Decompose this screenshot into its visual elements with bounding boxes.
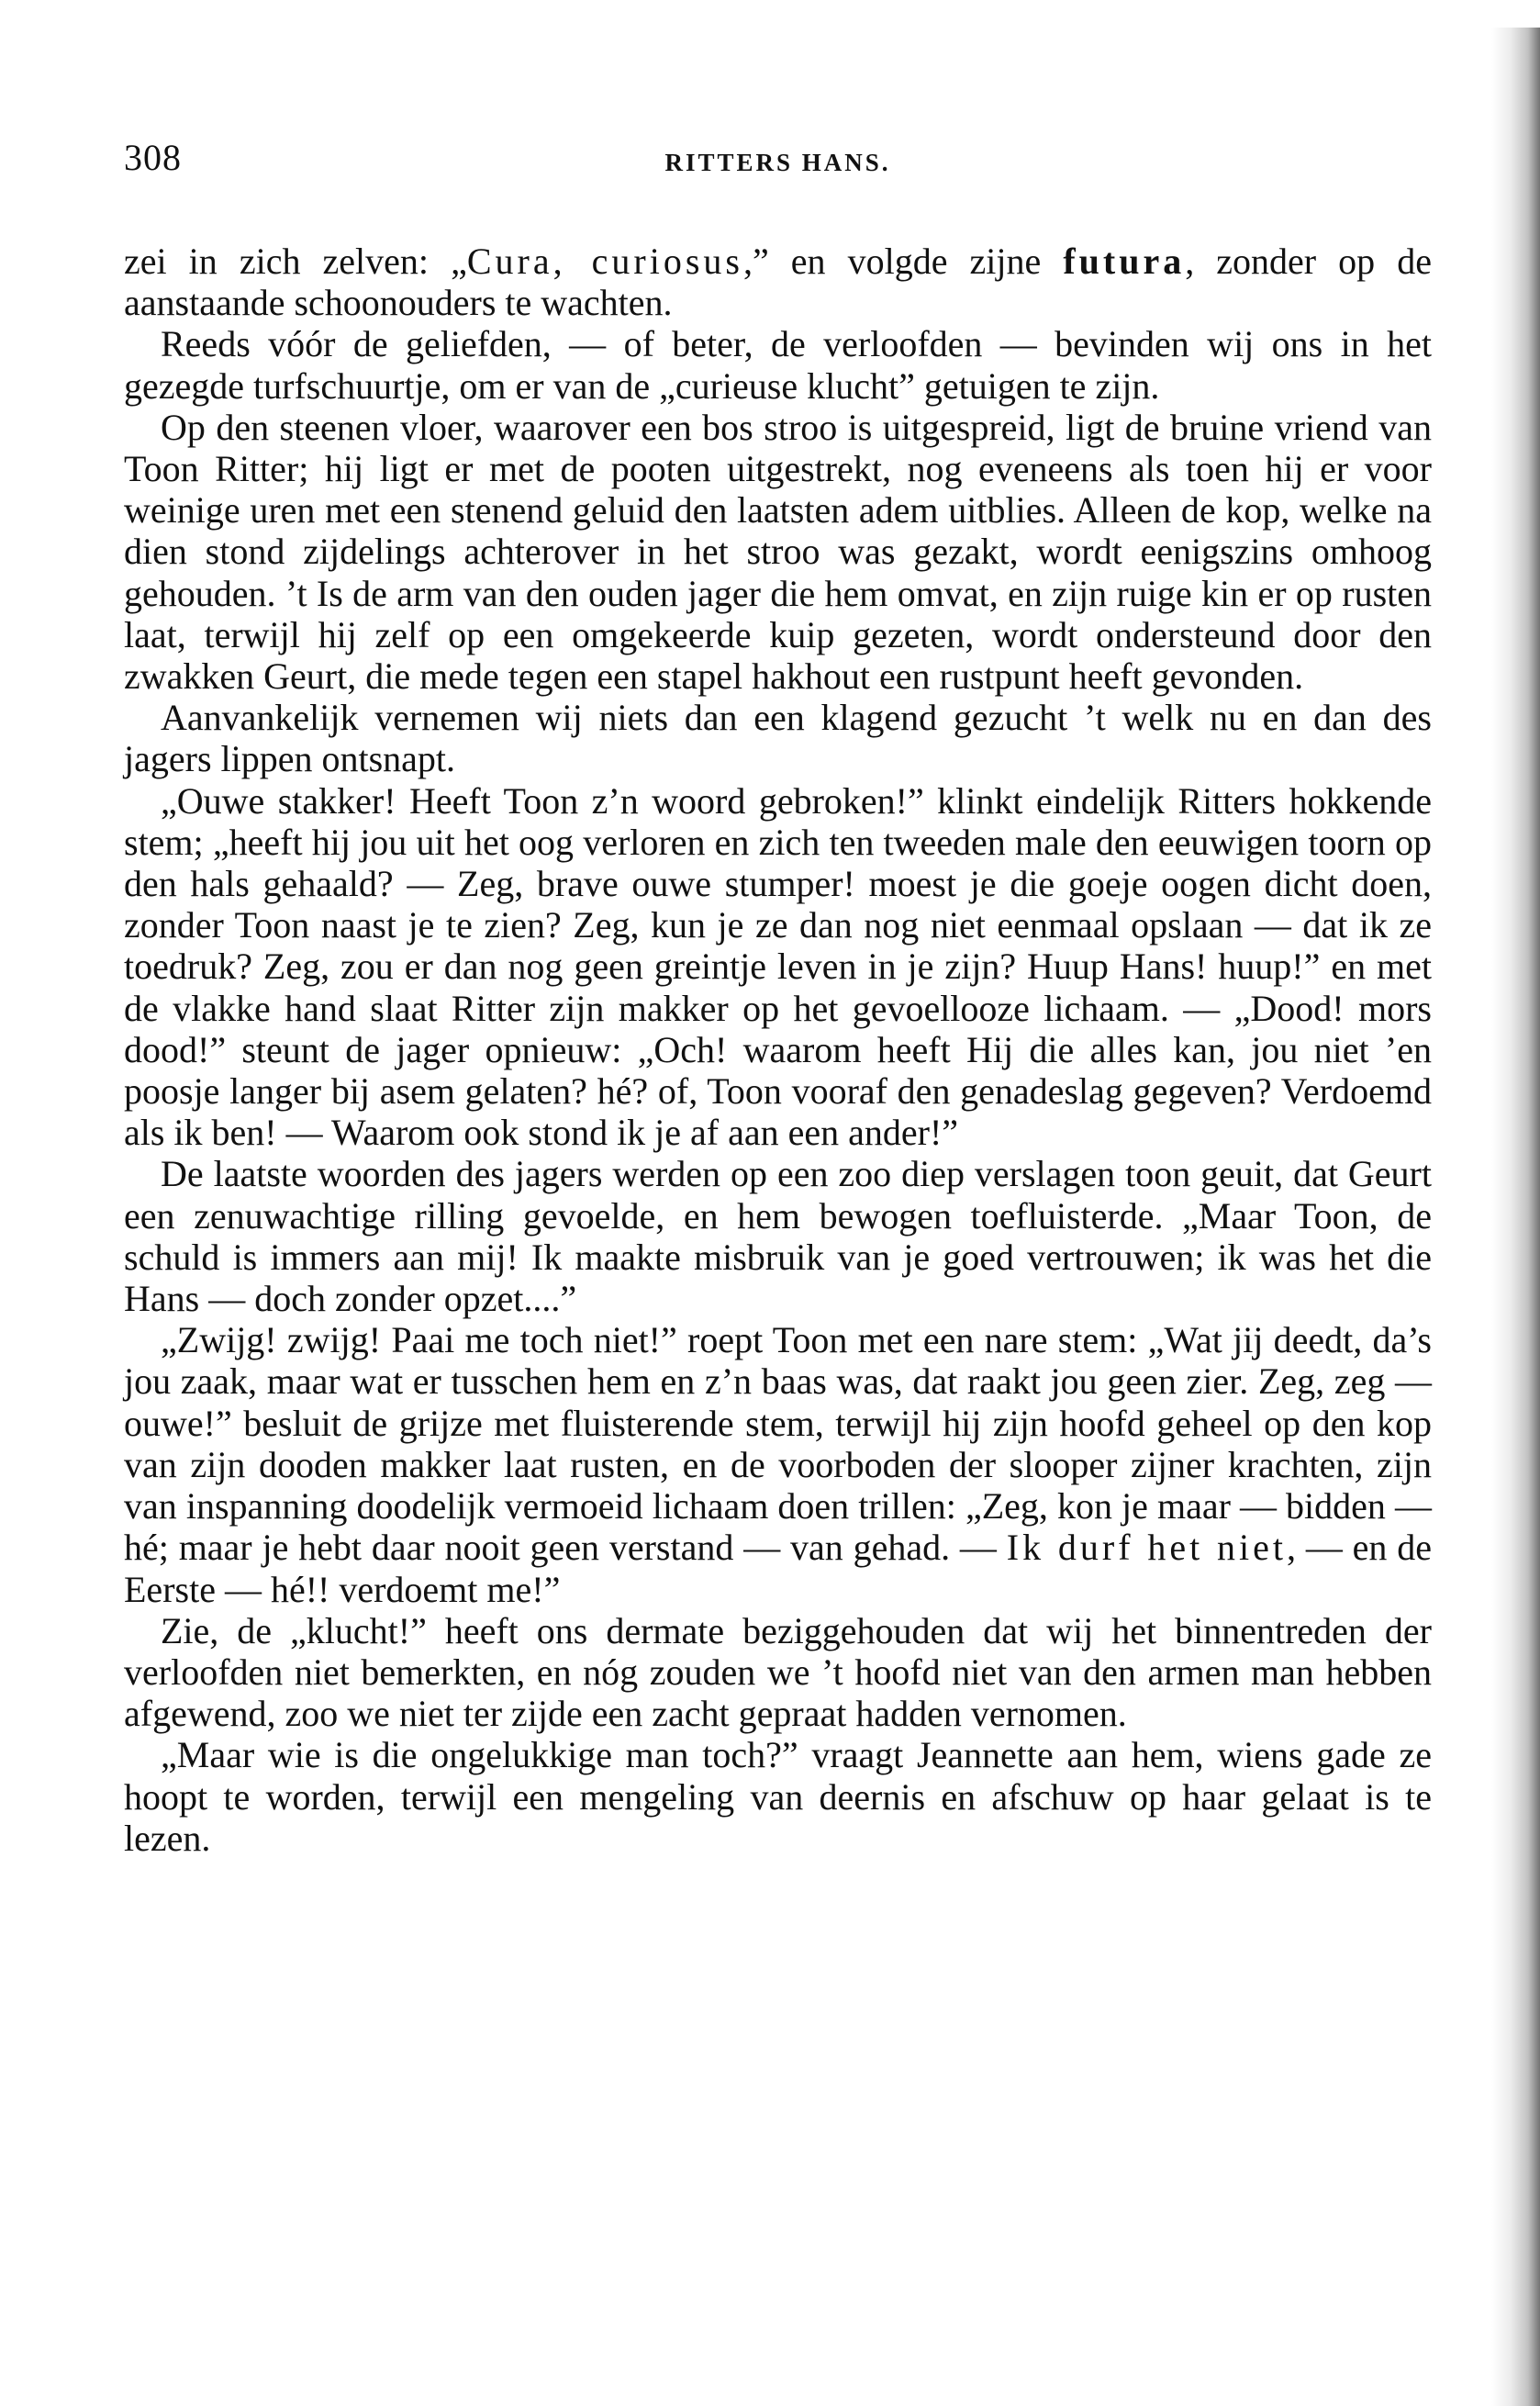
paragraph-4: Aanvankelijk vernemen wij niets dan een klagend gezucht ’t welk nu en dan des jagers lippen ontsnapt. [124,697,1432,780]
paragraph-6: De laatste woorden des jagers werden op een zoo diep verslagen toon geuit, dat Geurt een zenuwachtige rilling gevoelde, en hem bewogen toefluisterde. „Maar Toon, de schuld is immers aan mij! Ik maakte misbruik van je goed vertrouwen; ik was het die Hans — doch zonder opzet....” [124,1153,1432,1320]
paragraph-1: zei in zich zelven: „Cura, curiosus,” en volgde zijne futura, zonder op de aanstaande schoonouders te wachten. [124,241,1432,324]
paragraph-5: „Ouwe stakker! Heeft Toon z’n woord gebroken!” klinkt eindelijk Ritters hokkende stem; „heeft hij jou uit het oog verloren en zich ten tweeden male den eeuwigen toorn op den hals gehaald? — Zeg, brave ouwe stumper! moest je die goeje oogen dicht doen, zonder Toon naast je te zien? Zeg, kun je ze dan nog niet eenmaal opslaan — dat ik ze toedruk? Zeg, zou er dan nog geen greintje leven in je zijn? Huup Hans! huup!” en met de vlakke hand slaat Ritter zijn makker op het gevoellooze lichaam. — „Dood! mors dood!” steunt de jager opnieuw: „Och! waarom heeft Hij die alles kan, jou niet ’en poosje langer bij asem gelaten? hé? of, Toon vooraf den genadeslag gegeven? Verdoemd als ik ben! — Waarom ook stond ik je af aan een ander!” [124,779,1432,1154]
body-text [124,241,1432,1859]
emphasized-phrase: Ik durf het niet [1006,1527,1288,1569]
emphasized-word: futura [1063,241,1186,282]
paragraph-8: Zie, de „klucht!” heeft ons dermate beziggehouden dat wij het binnentreden der verloofden niet bemerkten, en nóg zouden we ’t hoofd niet van den armen man hebben afgewend, zoo we niet ter zijde een zacht gepraat hadden vernomen. [124,1609,1432,1735]
page-edge-shadow [1491,28,1540,2406]
paragraph-9: „Maar wie is die ongelukkige man toch?” vraagt Jeannette aan hem, wiens gade ze hoopt te worden, terwijl een mengeling van deernis en afschuw op haar gelaat is te lezen. [124,1734,1432,1859]
paragraph-3: Op den steenen vloer, waarover een bos stroo is uitgespreid, ligt de bruine vriend van Toon Ritter; hij ligt er met de pooten uitgestrekt, nog eveneens als toen hij er voor weinige uren met een stenend geluid den laatsten adem uitblies. Alleen de kop, welke na dien stond zijdelings achterover in het stroo was gezakt, wordt eenigszins omhoog gehouden. ’t Is de arm van den ouden jager die hem omvat, en zijn ruige kin er op rusten laat, terwijl hij zelf op een omgekeerde kuip gezeten, wordt ondersteund door den zwakken Geurt, die mede tegen een stapel hakhout een rustpunt heeft gevonden. [124,406,1432,698]
page-header [124,136,1432,191]
running-title: RITTERS HANS. [664,149,891,176]
latin-phrase: Cura, curiosus [466,241,743,282]
paragraph-2: Reeds vóór de geliefden, — of beter, de verloofden — bevinden wij ons in het gezegde turfschuurtje, om er van de „curieuse klucht” getuigen te zijn. [124,323,1432,407]
page-number: 308 [124,137,182,178]
paragraph-7: „Zwijg! zwijg! Paai me toch niet!” roept Toon met een nare stem: „Wat jij deedt, da’s jou zaak, maar wat er tusschen hem en z’n baas was, dat raakt jou geen zier. Zeg, zeg — ouwe!” besluit de grijze met fluisterende stem, terwijl hij zijn hoofd geheel op den kop van zijn dooden makker laat rusten, en de voorboden der slooper zijner krachten, zijn van inspanning doodelijk vermoeid lichaam doen trillen: „Zeg, kon je maar — bidden — hé; maar je hebt daar nooit geen verstand — van gehad. — Ik durf het niet, — en de Eerste — hé!! verdoemt me!” [124,1319,1433,1610]
